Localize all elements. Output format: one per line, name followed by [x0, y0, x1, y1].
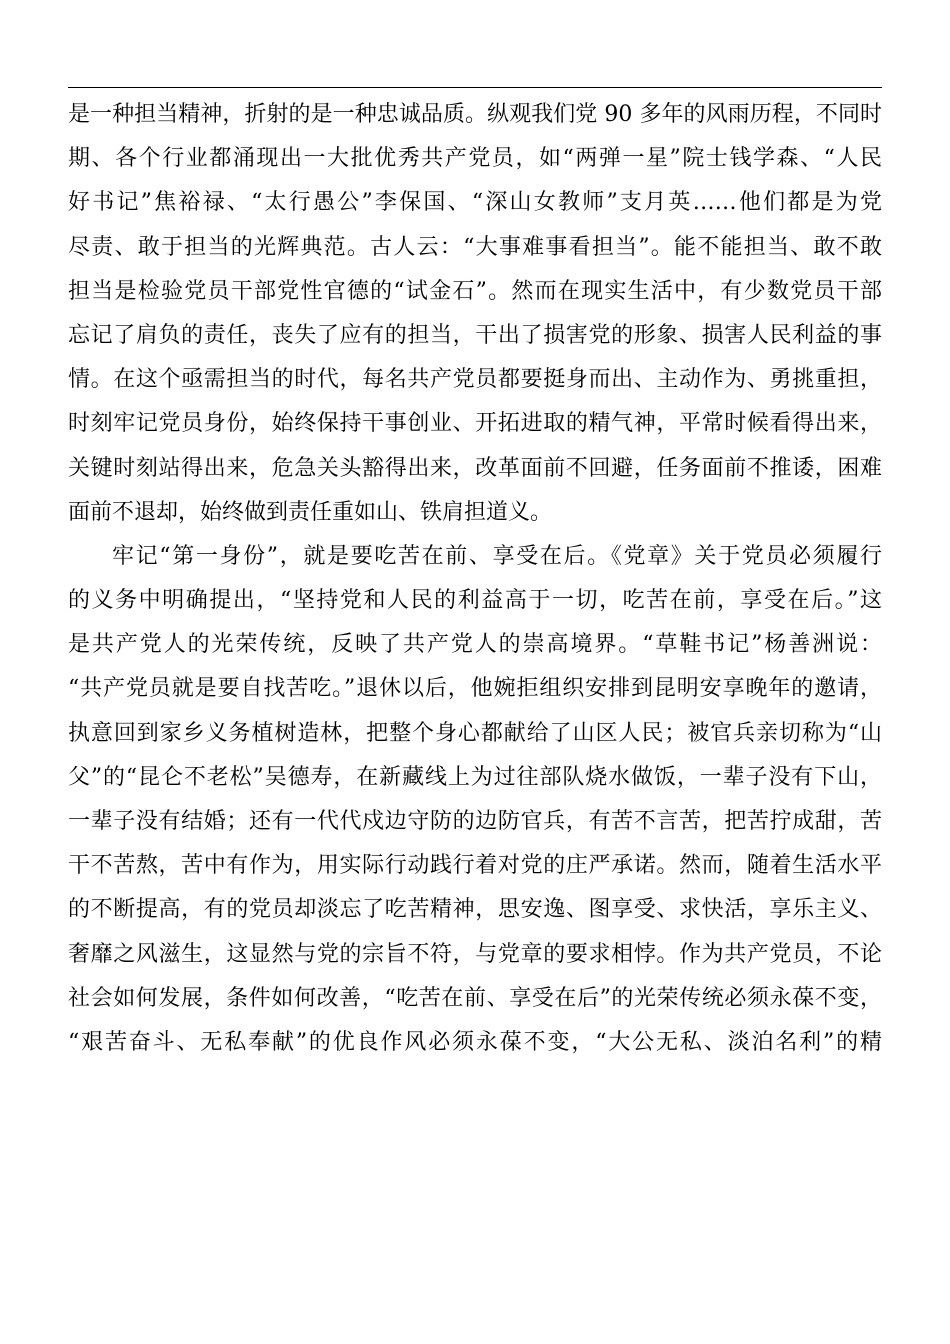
text-line: 牢记“第一身份”，就是要吃苦在前、享受在后。《党章》关于党员必须履行 — [112, 543, 882, 569]
text-line: 情。在这个亟需担当的时代，每名共产党员都要挺身而出、主动作为、勇挑重担， — [68, 367, 882, 393]
text-line: 的不断提高，有的党员却淡忘了吃苦精神，思安逸、图享受、求快活，享乐主义、 — [68, 897, 882, 923]
text-line: 奢靡之风滋生，这显然与党的宗旨不符，与党章的要求相悖。作为共产党员，不论 — [68, 941, 882, 967]
text-line: “共产党员就是要自找苦吃。”退休以后，他婉拒组织安排到昆明安享晚年的邀请， — [68, 676, 882, 702]
text-line: 的义务中明确提出，“坚持党和人民的利益高于一切，吃苦在前，享受在后。”这 — [68, 588, 882, 614]
text-line: 好书记”焦裕禄、“太行愚公”李保国、“深山女教师”支月英……他们都是为党 — [68, 190, 882, 216]
text-line: 一辈子没有结婚；还有一代代戍边守防的边防官兵，有苦不言苦，把苦拧成甜，苦 — [68, 809, 882, 834]
text-line: 父”的“昆仑不老松”吴德寿，在新藏线上为过往部队烧水做饭，一辈子没有下山， — [68, 764, 882, 790]
text-line: “艰苦奋斗、无私奉献”的优良作风必须永葆不变，“大公无私、淡泊名利”的精 — [68, 1029, 882, 1055]
text-line: 期、各个行业都涌现出一大批优秀共产党员，如“两弹一星”院士钱学森、“人民 — [68, 146, 882, 172]
text-line: 关键时刻站得出来，危急关头豁得出来，改革面前不回避，任务面前不推诿，困难 — [68, 455, 882, 481]
text-line: 是一种担当精神，折射的是一种忠诚品质。纵观我们党 90 多年的风雨历程，不同时 — [68, 102, 882, 127]
header-rule — [68, 87, 882, 88]
text-line: 社会如何发展，条件如何改善，“吃苦在前、享受在后”的光荣传统必须永葆不变， — [68, 985, 882, 1011]
body-text — [68, 93, 882, 1065]
text-line: 尽责、敢于担当的光辉典范。古人云：“大事难事看担当”。能不能担当、敢不敢 — [68, 234, 882, 260]
text-line: 干不苦熬，苦中有作为，用实际行动践行着对党的庄严承诺。然而，随着生活水平 — [68, 853, 882, 879]
text-line: 执意回到家乡义务植树造林，把整个身心都献给了山区人民；被官兵亲切称为“山 — [68, 720, 882, 746]
text-line: 面前不退却，始终做到责任重如山、铁肩担道义。 — [68, 499, 553, 525]
text-line: 忘记了肩负的责任，丧失了应有的担当，干出了损害党的形象、损害人民利益的事 — [68, 322, 882, 348]
text-line: 是共产党人的光荣传统，反映了共产党人的崇高境界。“草鞋书记”杨善洲说： — [68, 632, 882, 658]
text-line: 时刻牢记党员身份，始终保持干事创业、开拓进取的精气神，平常时候看得出来， — [68, 411, 882, 437]
text-line: 担当是检验党员干部党性官德的“试金石”。然而在现实生活中，有少数党员干部 — [68, 278, 882, 304]
